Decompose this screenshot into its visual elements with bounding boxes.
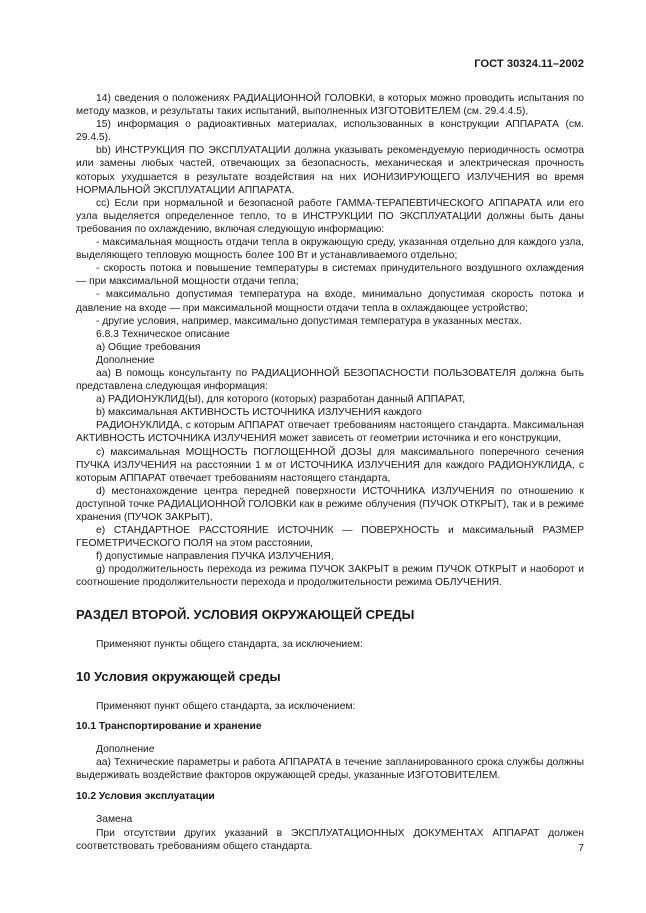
paragraph: bb) ИНСТРУКЦИЯ ПО ЭКСПЛУАТАЦИИ должна указывать рекомендуемую периодичность осмотра или замены любых частей, отвечающих за безопасность, механическая и электрическая прочность которых ухудшается в результате воздействия на них ИОНИЗИРУЮЩЕГО ИЗЛУЧЕНИЯ во время НОРМАЛЬНОЙ ЭКСПЛУАТАЦИИ АППАРАТА. [76,145,584,196]
page-number: 7 [578,843,584,854]
subclause-heading: 10.1 Транспортирование и хранение [76,720,262,732]
list-item: g) продолжительность перехода из режима ПУЧОК ЗАКРЫТ в режим ПУЧОК ОТКРЫТ и наоборот и соотношение продолжительности перехода и продолжительности режима ОБЛУЧЕНИЯ. [76,564,584,589]
list-item: d) местонахождение центра передней поверхности ИСТОЧНИКА ИЗЛУЧЕНИЯ по отношению к доступной точке РАДИАЦИОННОЙ ГОЛОВКИ как в режиме облучения (ПУЧОК ОТКРЫТ), так и в режиме хранения (ПУЧОК ЗАКРЫТ), [76,485,584,523]
subsection-item: a) Общие требования [96,341,201,353]
paragraph: РАДИОНУКЛИДА, с которым АППАРАТ отвечает требованиям настоящего стандарта. Максимальная АКТИВНОСТЬ ИСТОЧНИКА ИЗЛУЧЕНИЯ может зависеть от геометрии источника и его конструкции, [76,420,584,445]
list-item: b) максимальная АКТИВНОСТЬ ИСТОЧНИКА ИЗЛУЧЕНИЯ каждого [96,407,422,419]
paragraph: аа) В помощь консультанту по РАДИАЦИОННОЙ БЕЗОПАСНОСТИ ПОЛЬЗОВАТЕЛЯ должна быть представлена следующая информация: [76,367,584,393]
section-heading: РАЗДЕЛ ВТОРОЙ. УСЛОВИЯ ОКРУЖАЮЩЕЙ СРЕДЫ [76,606,415,622]
paragraph: При отсутствии других указаний в ЭКСПЛУАТАЦИОННЫХ ДОКУМЕНТАХ АППАРАТ должен соответствовать требованиям общего стандарта. [76,827,584,852]
list-item: e) СТАНДАРТНОЕ РАССТОЯНИЕ ИСТОЧНИК — ПОВЕРХНОСТЬ и максимальный РАЗМЕР ГЕОМЕТРИЧЕСКОГО ПОЛЯ на этом расстоянии, [76,525,584,550]
paragraph: аа) Технические параметры и работа АППАРАТА в течение запланированного срока службы должны выдерживать воздействие факторов окружающей среды, указанные ИЗГОТОВИТЕЛЕМ. [76,757,584,782]
paragraph: 15) информация о радиоактивных материалах, использованных в конструкции АППАРАТА (см. 29.4.5). [76,119,584,144]
list-item: a) РАДИОНУКЛИД(Ы), для которого (которых) разработан данный АППАРАТ, [96,394,466,406]
list-item: f) допустимые направления ПУЧКА ИЗЛУЧЕНИЯ, [96,551,334,563]
section-intro: Применяют пункты общего стандарта, за исключением: [96,638,363,650]
paragraph: 14) сведения о положениях РАДИАЦИОННОЙ ГОЛОВКИ, в которых можно проводить испытания по методу мазков, и результаты таких испытаний, выполненных ИЗГОТОВИТЕЛЕМ (см. 29.4.4.5), [76,93,584,118]
subsection-heading: 6.8.3 Техническое описание [96,328,230,340]
list-item: - другие условия, например, максимально допустимая температура в указанных местах. [96,315,522,327]
list-item: c) максимальная МОЩНОСТЬ ПОГЛОЩЕННОЙ ДОЗЫ для максимального поперечного сечения ПУЧКА ИЗЛУЧЕНИЯ на расстоянии 1 м от ИСТОЧНИКА ИЗЛУЧЕНИЯ для каждого РАДИОНУКЛИДА, с которым АППАРАТ отвечает требованиям настоящего стандарта, [76,446,584,484]
amendment-label: Дополнение [96,354,155,366]
clause-intro: Применяют пункт общего стандарта, за исключением: [96,700,356,712]
subclause-heading: 10.2 Условия эксплуатации [76,791,215,803]
list-item: - скорость потока и повышение температуры в системах принудительного воздушного охлаждения — при максимальной мощности отдачи тепла; [76,263,584,288]
list-item: - максимально допустимая температура на входе, минимально допустимая скорость потока и давление на входе — при максимальной мощности отдачи тепла в охлаждающее устройство; [76,289,584,314]
document-header-id: ГОСТ 30324.11–2002 [474,58,584,70]
clause-heading: 10 Условия окружающей среды [76,668,281,684]
amendment-label: Замена [96,814,133,826]
amendment-label: Дополнение [96,744,155,756]
document-body [76,92,584,853]
list-item: - максимальная мощность отдачи тепла в окружающую среду, указанная отдельно для каждого узла, выделяющего тепловую мощность более 100 Вт и устанавливаемого отдельно; [76,237,584,262]
paragraph: сс) Если при нормальной и безопасной работе ГАММА-ТЕРАПЕВТИЧЕСКОГО АППАРАТА или его узла выделяется определенное тепло, то в ИНСТРУКЦИИ ПО ЭКСПЛУАТАЦИИ должны быть даны требования по охлаждению, включая следующую информацию: [76,197,584,235]
